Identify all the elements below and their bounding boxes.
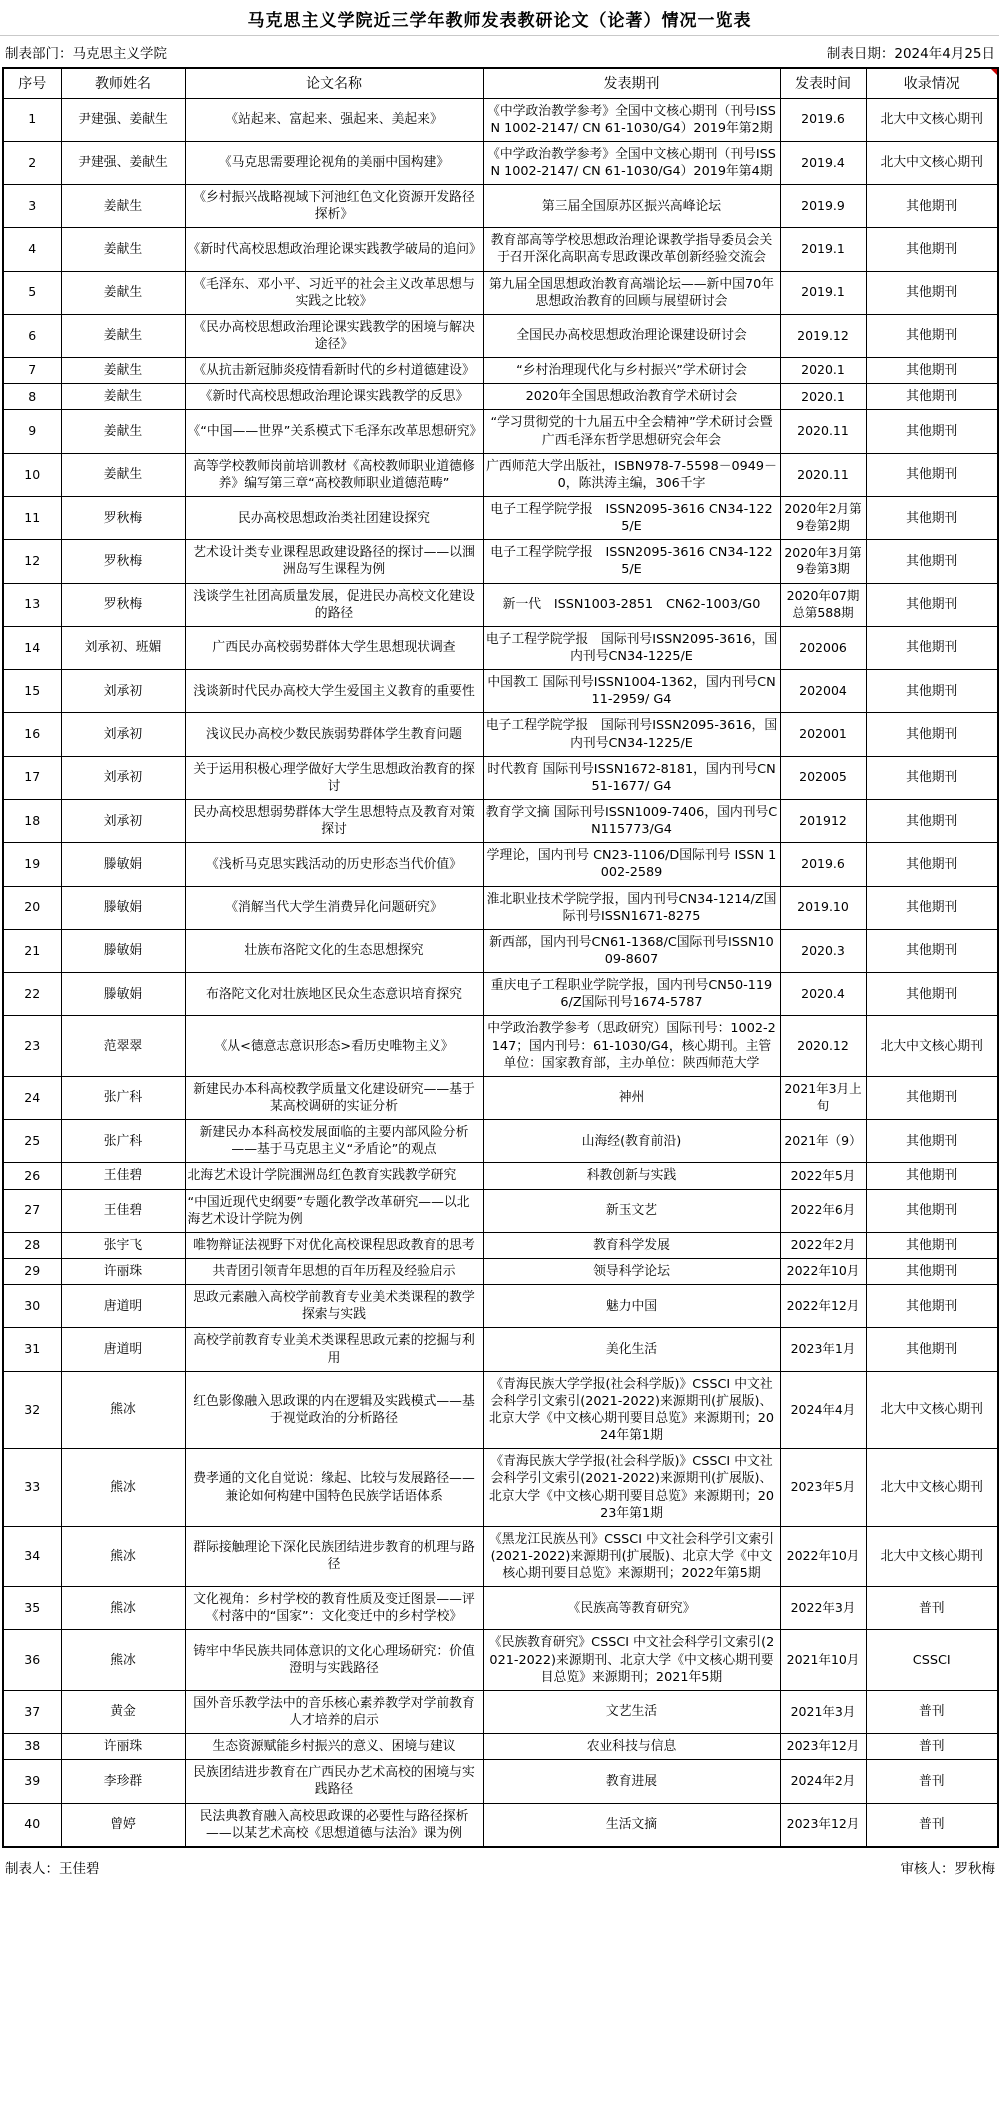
cell-paper-title: 铸牢中华民族共同体意识的文化心理场研究：价值澄明与实践路径 bbox=[185, 1630, 483, 1690]
table-row bbox=[3, 1526, 998, 1586]
cell-journal: 美化生活 bbox=[483, 1328, 780, 1371]
cell-index-status: 其他期刊 bbox=[866, 1328, 998, 1371]
column-header-teacher-name: 教师姓名 bbox=[61, 68, 185, 98]
papers-table bbox=[2, 67, 999, 1848]
cell-teacher-name: 熊冰 bbox=[61, 1526, 185, 1586]
cell-no: 3 bbox=[3, 185, 61, 228]
cell-index-status: 其他期刊 bbox=[866, 843, 998, 886]
cell-journal: 神州 bbox=[483, 1076, 780, 1119]
cell-teacher-name: 许丽珠 bbox=[61, 1258, 185, 1284]
cell-index-status: 其他期刊 bbox=[866, 358, 998, 384]
cell-no: 25 bbox=[3, 1120, 61, 1163]
cell-teacher-name: 刘承初 bbox=[61, 800, 185, 843]
cell-paper-title: 浅谈学生社团高质量发展，促进民办高校文化建设的路径 bbox=[185, 583, 483, 626]
page-title: 马克思主义学院近三学年教师发表教研论文（论著）情况一览表 bbox=[0, 0, 999, 36]
cell-no: 28 bbox=[3, 1232, 61, 1258]
cell-paper-title: 布洛陀文化对壮族地区民众生态意识培育探究 bbox=[185, 973, 483, 1016]
column-header-index-status-label: 收录情况 bbox=[903, 76, 960, 93]
cell-publish-date: 2020年3月第9卷第3期 bbox=[780, 540, 866, 583]
table-row bbox=[3, 1760, 998, 1803]
cell-publish-date: 2021年10月 bbox=[780, 1630, 866, 1690]
cell-publish-date: 2024年2月 bbox=[780, 1760, 866, 1803]
cell-index-status: 其他期刊 bbox=[866, 1258, 998, 1284]
table-row bbox=[3, 1328, 998, 1371]
cell-paper-title: 新建民办本科高校教学质量文化建设研究——基于某高校调研的实证分析 bbox=[185, 1076, 483, 1119]
cell-no: 7 bbox=[3, 358, 61, 384]
cell-no: 38 bbox=[3, 1734, 61, 1760]
cell-publish-date: 2019.12 bbox=[780, 314, 866, 357]
table-row bbox=[3, 1016, 998, 1076]
cell-teacher-name: 刘承初 bbox=[61, 756, 185, 799]
papers-table-body bbox=[3, 98, 998, 1847]
cell-index-status: 其他期刊 bbox=[866, 886, 998, 929]
cell-publish-date: 202004 bbox=[780, 670, 866, 713]
cell-no: 12 bbox=[3, 540, 61, 583]
cell-index-status: CSSCI bbox=[866, 1630, 998, 1690]
column-header-publish-date: 发表时间 bbox=[780, 68, 866, 98]
cell-paper-title: 浅议民办高校少数民族弱势群体学生教育问题 bbox=[185, 713, 483, 756]
cell-teacher-name: 尹建强、姜献生 bbox=[61, 141, 185, 184]
cell-teacher-name: 熊冰 bbox=[61, 1587, 185, 1630]
table-row bbox=[3, 929, 998, 972]
cell-paper-title: 《马克思需要理论视角的美丽中国构建》 bbox=[185, 141, 483, 184]
cell-journal: 生活文摘 bbox=[483, 1803, 780, 1847]
cell-teacher-name: 姜献生 bbox=[61, 453, 185, 496]
cell-index-status: 其他期刊 bbox=[866, 929, 998, 972]
cell-paper-title: 群际接触理论下深化民族团结进步教育的机理与路径 bbox=[185, 1526, 483, 1586]
cell-index-status: 普刊 bbox=[866, 1760, 998, 1803]
cell-teacher-name: 范翠翠 bbox=[61, 1016, 185, 1076]
cell-teacher-name: 许丽珠 bbox=[61, 1734, 185, 1760]
cell-publish-date: 2023年1月 bbox=[780, 1328, 866, 1371]
cell-paper-title: 《民办高校思想政治理论课实践教学的困境与解决途径》 bbox=[185, 314, 483, 357]
cell-no: 37 bbox=[3, 1690, 61, 1733]
cell-publish-date: 202006 bbox=[780, 626, 866, 669]
cell-no: 23 bbox=[3, 1016, 61, 1076]
cell-no: 33 bbox=[3, 1449, 61, 1527]
cell-paper-title: 高校学前教育专业美术类课程思政元素的挖掘与利用 bbox=[185, 1328, 483, 1371]
cell-no: 35 bbox=[3, 1587, 61, 1630]
cell-paper-title: 思政元素融入高校学前教育专业美术类课程的教学探索与实践 bbox=[185, 1285, 483, 1328]
cell-publish-date: 2022年10月 bbox=[780, 1258, 866, 1284]
cell-paper-title: 壮族布洛陀文化的生态思想探究 bbox=[185, 929, 483, 972]
cell-publish-date: 2020.11 bbox=[780, 410, 866, 453]
cell-no: 36 bbox=[3, 1630, 61, 1690]
cell-journal: “学习贯彻党的十九届五中全会精神”学术研讨会暨广西毛泽东哲学思想研究会年会 bbox=[483, 410, 780, 453]
cell-publish-date: 2020.4 bbox=[780, 973, 866, 1016]
cell-index-status: 其他期刊 bbox=[866, 800, 998, 843]
cell-teacher-name: 李珍群 bbox=[61, 1760, 185, 1803]
cell-teacher-name: 姜献生 bbox=[61, 271, 185, 314]
cell-index-status: 其他期刊 bbox=[866, 1232, 998, 1258]
cell-journal: 全国民办高校思想政治理论课建设研讨会 bbox=[483, 314, 780, 357]
cell-publish-date: 2022年3月 bbox=[780, 1587, 866, 1630]
cell-journal: 新一代 ISSN1003-2851 CN62-1003/G0 bbox=[483, 583, 780, 626]
table-row bbox=[3, 1371, 998, 1449]
comment-marker-icon bbox=[991, 69, 997, 75]
cell-teacher-name: 滕敏娟 bbox=[61, 843, 185, 886]
cell-journal: 重庆电子工程职业学院学报，国内刊号CN50-1196/Z国际刊号1674-5787 bbox=[483, 973, 780, 1016]
cell-publish-date: 2020.1 bbox=[780, 358, 866, 384]
cell-teacher-name: 滕敏娟 bbox=[61, 973, 185, 1016]
cell-teacher-name: 张广科 bbox=[61, 1120, 185, 1163]
table-row bbox=[3, 1189, 998, 1232]
table-row bbox=[3, 1630, 998, 1690]
table-row bbox=[3, 1734, 998, 1760]
cell-paper-title: 国外音乐教学法中的音乐核心素养教学对学前教育人才培养的启示 bbox=[185, 1690, 483, 1733]
cell-journal: 《青海民族大学学报(社会科学版)》CSSCI 中文社会科学引文索引(2021-2022)来源期刊(扩展版)、北京大学《中文核心期刊要目总览》来源期刊；2023年第1期 bbox=[483, 1449, 780, 1527]
table-row bbox=[3, 670, 998, 713]
cell-index-status: 其他期刊 bbox=[866, 973, 998, 1016]
cell-paper-title: 民族团结进步教育在广西民办艺术高校的困境与实践路径 bbox=[185, 1760, 483, 1803]
cell-no: 31 bbox=[3, 1328, 61, 1371]
cell-index-status: 其他期刊 bbox=[866, 410, 998, 453]
cell-journal: 山海经(教育前沿) bbox=[483, 1120, 780, 1163]
cell-index-status: 其他期刊 bbox=[866, 713, 998, 756]
cell-journal: 中国教工 国际刊号ISSN1004-1362，国内刊号CN11-2959/ G4 bbox=[483, 670, 780, 713]
table-row bbox=[3, 185, 998, 228]
cell-index-status: 北大中文核心期刊 bbox=[866, 1449, 998, 1527]
meta-department: 制表部门：马克思主义学院 bbox=[5, 46, 167, 62]
table-header-row bbox=[3, 68, 998, 98]
table-row bbox=[3, 1285, 998, 1328]
cell-paper-title: 《毛泽东、邓小平、习近平的社会主义改革思想与实践之比较》 bbox=[185, 271, 483, 314]
cell-teacher-name: 熊冰 bbox=[61, 1449, 185, 1527]
cell-publish-date: 2019.9 bbox=[780, 185, 866, 228]
cell-publish-date: 2019.6 bbox=[780, 98, 866, 141]
cell-index-status: 其他期刊 bbox=[866, 1120, 998, 1163]
cell-teacher-name: 熊冰 bbox=[61, 1371, 185, 1449]
cell-teacher-name: 滕敏娟 bbox=[61, 929, 185, 972]
cell-no: 30 bbox=[3, 1285, 61, 1328]
cell-paper-title: “中国近现代史纲要”专题化教学改革研究——以北海艺术设计学院为例 bbox=[185, 1189, 483, 1232]
table-row bbox=[3, 973, 998, 1016]
cell-no: 39 bbox=[3, 1760, 61, 1803]
cell-teacher-name: 罗秋梅 bbox=[61, 497, 185, 540]
table-row bbox=[3, 800, 998, 843]
cell-journal: 《中学政治教学参考》全国中文核心期刊（刊号ISSN 1002-2147/ CN 61-1030/G4）2019年第2期 bbox=[483, 98, 780, 141]
cell-no: 18 bbox=[3, 800, 61, 843]
cell-teacher-name: 熊冰 bbox=[61, 1630, 185, 1690]
cell-no: 2 bbox=[3, 141, 61, 184]
cell-paper-title: 《浅析马克思实践活动的历史形态当代价值》 bbox=[185, 843, 483, 886]
cell-publish-date: 2019.4 bbox=[780, 141, 866, 184]
cell-index-status: 其他期刊 bbox=[866, 497, 998, 540]
cell-paper-title: 艺术设计类专业课程思政建设路径的探讨——以涠洲岛写生课程为例 bbox=[185, 540, 483, 583]
table-row bbox=[3, 228, 998, 271]
cell-publish-date: 2019.1 bbox=[780, 271, 866, 314]
cell-publish-date: 2019.6 bbox=[780, 843, 866, 886]
column-header-index-status bbox=[866, 68, 998, 98]
cell-journal: 教育部高等学校思想政治理论课教学指导委员会关于召开深化高职高专思政课改革创新经验交流会 bbox=[483, 228, 780, 271]
cell-no: 6 bbox=[3, 314, 61, 357]
cell-index-status: 其他期刊 bbox=[866, 1076, 998, 1119]
cell-no: 24 bbox=[3, 1076, 61, 1119]
cell-publish-date: 2024年4月 bbox=[780, 1371, 866, 1449]
cell-index-status: 北大中文核心期刊 bbox=[866, 98, 998, 141]
cell-no: 34 bbox=[3, 1526, 61, 1586]
cell-paper-title: 《从<德意志意识形态>看历史唯物主义》 bbox=[185, 1016, 483, 1076]
table-row bbox=[3, 358, 998, 384]
cell-publish-date: 2019.10 bbox=[780, 886, 866, 929]
cell-journal: 广西师范大学出版社，ISBN978-7-5598－0949－0，陈洪涛主编，306千字 bbox=[483, 453, 780, 496]
cell-paper-title: 高等学校教师岗前培训教材《高校教师职业道德修养》编写第三章“高校教师职业道德范畴” bbox=[185, 453, 483, 496]
cell-journal: 《民族高等教育研究》 bbox=[483, 1587, 780, 1630]
cell-journal: 淮北职业技术学院学报，国内刊号CN34-1214/Z国际刊号ISSN1671-8275 bbox=[483, 886, 780, 929]
cell-index-status: 其他期刊 bbox=[866, 228, 998, 271]
cell-publish-date: 2022年12月 bbox=[780, 1285, 866, 1328]
table-row bbox=[3, 1232, 998, 1258]
table-row bbox=[3, 1449, 998, 1527]
cell-journal: 《中学政治教学参考》全国中文核心期刊（刊号ISSN 1002-2147/ CN 61-1030/G4）2019年第4期 bbox=[483, 141, 780, 184]
cell-paper-title: 民法典教育融入高校思政课的必要性与路径探析——以某艺术高校《思想道德与法治》课为例 bbox=[185, 1803, 483, 1847]
cell-teacher-name: 刘承初、班媚 bbox=[61, 626, 185, 669]
cell-no: 9 bbox=[3, 410, 61, 453]
table-row bbox=[3, 384, 998, 410]
cell-no: 4 bbox=[3, 228, 61, 271]
cell-paper-title: 《“中国——世界”关系模式下毛泽东改革思想研究》 bbox=[185, 410, 483, 453]
cell-paper-title: 民办高校思想弱势群体大学生思想特点及教育对策探讨 bbox=[185, 800, 483, 843]
cell-paper-title: 广西民办高校弱势群体大学生思想现状调查 bbox=[185, 626, 483, 669]
cell-paper-title: 北海艺术设计学院涠洲岛红色教育实践教学研究 bbox=[185, 1163, 483, 1189]
cell-paper-title: 费孝通的文化自觉说：缘起、比较与发展路径——兼论如何构建中国特色民族学话语体系 bbox=[185, 1449, 483, 1527]
table-row bbox=[3, 271, 998, 314]
table-row bbox=[3, 1120, 998, 1163]
cell-journal: 《黑龙江民族丛刊》CSSCI 中文社会科学引文索引(2021-2022)来源期刊(扩展版)、北京大学《中文核心期刊要目总览》来源期刊；2022年第5期 bbox=[483, 1526, 780, 1586]
cell-no: 11 bbox=[3, 497, 61, 540]
table-row bbox=[3, 98, 998, 141]
cell-teacher-name: 刘承初 bbox=[61, 670, 185, 713]
cell-teacher-name: 王佳碧 bbox=[61, 1189, 185, 1232]
cell-journal: 文艺生活 bbox=[483, 1690, 780, 1733]
cell-paper-title: 民办高校思想政治类社团建设探究 bbox=[185, 497, 483, 540]
cell-teacher-name: 王佳碧 bbox=[61, 1163, 185, 1189]
cell-journal: 农业科技与信息 bbox=[483, 1734, 780, 1760]
cell-no: 5 bbox=[3, 271, 61, 314]
cell-journal: 学理论，国内刊号 CN23-1106/D国际刊号 ISSN 1002-2589 bbox=[483, 843, 780, 886]
cell-teacher-name: 滕敏娟 bbox=[61, 886, 185, 929]
cell-teacher-name: 姜献生 bbox=[61, 410, 185, 453]
cell-no: 27 bbox=[3, 1189, 61, 1232]
cell-index-status: 其他期刊 bbox=[866, 626, 998, 669]
table-row bbox=[3, 1803, 998, 1847]
cell-no: 16 bbox=[3, 713, 61, 756]
column-header-journal: 发表期刊 bbox=[483, 68, 780, 98]
column-header-no: 序号 bbox=[3, 68, 61, 98]
cell-publish-date: 2023年12月 bbox=[780, 1734, 866, 1760]
cell-journal: 第九届全国思想政治教育高端论坛——新中国70年思想政治教育的回顾与展望研讨会 bbox=[483, 271, 780, 314]
cell-journal: 新西部，国内刊号CN61-1368/C国际刊号ISSN1009-8607 bbox=[483, 929, 780, 972]
meta-date: 制表日期：2024年4月25日 bbox=[826, 46, 995, 62]
cell-index-status: 普刊 bbox=[866, 1803, 998, 1847]
cell-index-status: 其他期刊 bbox=[866, 453, 998, 496]
cell-journal: 教育科学发展 bbox=[483, 1232, 780, 1258]
cell-teacher-name: 罗秋梅 bbox=[61, 583, 185, 626]
cell-publish-date: 2020.1 bbox=[780, 384, 866, 410]
cell-paper-title: 《乡村振兴战略视域下河池红色文化资源开发路径探析》 bbox=[185, 185, 483, 228]
cell-no: 1 bbox=[3, 98, 61, 141]
cell-journal: 电子工程学院学报 ISSN2095-3616 CN34-1225/E bbox=[483, 540, 780, 583]
cell-paper-title: 新建民办本科高校发展面临的主要内部风险分析——基于马克思主义“矛盾论”的观点 bbox=[185, 1120, 483, 1163]
cell-publish-date: 2020年2月第9卷第2期 bbox=[780, 497, 866, 540]
cell-paper-title: 文化视角：乡村学校的教育性质及变迁图景——评《村落中的“国家”：文化变迁中的乡村学校》 bbox=[185, 1587, 483, 1630]
cell-no: 10 bbox=[3, 453, 61, 496]
cell-teacher-name: 唐道明 bbox=[61, 1328, 185, 1371]
cell-journal: 《民族教育研究》CSSCI 中文社会科学引文索引(2021-2022)来源期刊、北京大学《中文核心期刊要目总览》来源期刊；2021年5期 bbox=[483, 1630, 780, 1690]
cell-teacher-name: 刘承初 bbox=[61, 713, 185, 756]
table-row bbox=[3, 1690, 998, 1733]
cell-paper-title: 浅谈新时代民办高校大学生爱国主义教育的重要性 bbox=[185, 670, 483, 713]
table-row bbox=[3, 756, 998, 799]
cell-index-status: 其他期刊 bbox=[866, 384, 998, 410]
table-row bbox=[3, 1163, 998, 1189]
cell-no: 20 bbox=[3, 886, 61, 929]
cell-publish-date: 2020.12 bbox=[780, 1016, 866, 1076]
cell-paper-title: 《新时代高校思想政治理论课实践教学的反思》 bbox=[185, 384, 483, 410]
cell-publish-date: 2021年3月上旬 bbox=[780, 1076, 866, 1119]
cell-no: 13 bbox=[3, 583, 61, 626]
cell-teacher-name: 张广科 bbox=[61, 1076, 185, 1119]
cell-teacher-name: 姜献生 bbox=[61, 185, 185, 228]
cell-teacher-name: 姜献生 bbox=[61, 358, 185, 384]
cell-publish-date: 202001 bbox=[780, 713, 866, 756]
cell-journal: 电子工程学院学报 国际刊号ISSN2095-3616，国内刊号CN34-1225/E bbox=[483, 626, 780, 669]
cell-paper-title: 《从抗击新冠肺炎疫情看新时代的乡村道德建设》 bbox=[185, 358, 483, 384]
cell-journal: 2020年全国思想政治教育学术研讨会 bbox=[483, 384, 780, 410]
cell-journal: 教育学文摘 国际刊号ISSN1009-7406，国内刊号CN115773/G4 bbox=[483, 800, 780, 843]
cell-teacher-name: 黄金 bbox=[61, 1690, 185, 1733]
table-row bbox=[3, 713, 998, 756]
cell-teacher-name: 姜献生 bbox=[61, 384, 185, 410]
cell-index-status: 其他期刊 bbox=[866, 1189, 998, 1232]
meta-row bbox=[0, 36, 999, 67]
cell-index-status: 普刊 bbox=[866, 1587, 998, 1630]
cell-paper-title: 《站起来、富起来、强起来、美起来》 bbox=[185, 98, 483, 141]
cell-publish-date: 2023年5月 bbox=[780, 1449, 866, 1527]
cell-no: 29 bbox=[3, 1258, 61, 1284]
cell-publish-date: 2022年10月 bbox=[780, 1526, 866, 1586]
cell-no: 15 bbox=[3, 670, 61, 713]
table-row bbox=[3, 626, 998, 669]
cell-publish-date: 2021年（9） bbox=[780, 1120, 866, 1163]
table-row bbox=[3, 843, 998, 886]
table-row bbox=[3, 1076, 998, 1119]
table-row bbox=[3, 453, 998, 496]
cell-index-status: 北大中文核心期刊 bbox=[866, 1526, 998, 1586]
table-row bbox=[3, 410, 998, 453]
cell-teacher-name: 曾婷 bbox=[61, 1803, 185, 1847]
cell-teacher-name: 姜献生 bbox=[61, 314, 185, 357]
cell-publish-date: 2021年3月 bbox=[780, 1690, 866, 1733]
cell-no: 32 bbox=[3, 1371, 61, 1449]
cell-journal: 领导科学论坛 bbox=[483, 1258, 780, 1284]
cell-journal: 电子工程学院学报 国际刊号ISSN2095-3616，国内刊号CN34-1225/E bbox=[483, 713, 780, 756]
table-row bbox=[3, 1587, 998, 1630]
cell-publish-date: 2019.1 bbox=[780, 228, 866, 271]
cell-teacher-name: 张宇飞 bbox=[61, 1232, 185, 1258]
cell-index-status: 普刊 bbox=[866, 1690, 998, 1733]
cell-no: 19 bbox=[3, 843, 61, 886]
table-row bbox=[3, 1258, 998, 1284]
cell-publish-date: 2022年5月 bbox=[780, 1163, 866, 1189]
column-header-paper-title: 论文名称 bbox=[185, 68, 483, 98]
cell-no: 17 bbox=[3, 756, 61, 799]
cell-publish-date: 2020.3 bbox=[780, 929, 866, 972]
cell-index-status: 其他期刊 bbox=[866, 1285, 998, 1328]
cell-index-status: 其他期刊 bbox=[866, 756, 998, 799]
cell-no: 8 bbox=[3, 384, 61, 410]
cell-journal: 《青海民族大学学报(社会科学版)》CSSCI 中文社会科学引文索引(2021-2022)来源期刊(扩展版)、北京大学《中文核心期刊要目总览》来源期刊；2024年第1期 bbox=[483, 1371, 780, 1449]
footer-row bbox=[0, 1848, 999, 1887]
cell-index-status: 其他期刊 bbox=[866, 670, 998, 713]
cell-index-status: 其他期刊 bbox=[866, 1163, 998, 1189]
cell-index-status: 北大中文核心期刊 bbox=[866, 141, 998, 184]
table-row bbox=[3, 141, 998, 184]
cell-journal: 中学政治教学参考（思政研究）国际刊号：1002-2147；国内刊号：61-1030/G4，核心期刊。主管单位：国家教育部，主办单位：陕西师范大学 bbox=[483, 1016, 780, 1076]
cell-journal: 新玉文艺 bbox=[483, 1189, 780, 1232]
cell-index-status: 其他期刊 bbox=[866, 583, 998, 626]
cell-paper-title: 《消解当代大学生消费异化问题研究》 bbox=[185, 886, 483, 929]
cell-no: 40 bbox=[3, 1803, 61, 1847]
cell-no: 26 bbox=[3, 1163, 61, 1189]
cell-teacher-name: 尹建强、姜献生 bbox=[61, 98, 185, 141]
cell-no: 22 bbox=[3, 973, 61, 1016]
cell-paper-title: 生态资源赋能乡村振兴的意义、困境与建议 bbox=[185, 1734, 483, 1760]
cell-no: 14 bbox=[3, 626, 61, 669]
table-row bbox=[3, 540, 998, 583]
cell-teacher-name: 唐道明 bbox=[61, 1285, 185, 1328]
cell-index-status: 其他期刊 bbox=[866, 314, 998, 357]
table-row bbox=[3, 583, 998, 626]
cell-paper-title: 共青团引领青年思想的百年历程及经验启示 bbox=[185, 1258, 483, 1284]
table-row bbox=[3, 497, 998, 540]
cell-paper-title: 唯物辩证法视野下对优化高校课程思政教育的思考 bbox=[185, 1232, 483, 1258]
cell-index-status: 其他期刊 bbox=[866, 540, 998, 583]
cell-paper-title: 红色影像融入思政课的内在逻辑及实践模式——基于视觉政治的分析路径 bbox=[185, 1371, 483, 1449]
cell-publish-date: 201912 bbox=[780, 800, 866, 843]
cell-journal: 电子工程学院学报 ISSN2095-3616 CN34-1225/E bbox=[483, 497, 780, 540]
table-row bbox=[3, 314, 998, 357]
cell-publish-date: 2023年12月 bbox=[780, 1803, 866, 1847]
cell-journal: 魅力中国 bbox=[483, 1285, 780, 1328]
cell-publish-date: 2022年2月 bbox=[780, 1232, 866, 1258]
footer-reviewer: 审核人：罗秋梅 bbox=[900, 1860, 995, 1877]
cell-paper-title: 关于运用积极心理学做好大学生思想政治教育的探讨 bbox=[185, 756, 483, 799]
cell-index-status: 北大中文核心期刊 bbox=[866, 1016, 998, 1076]
cell-index-status: 普刊 bbox=[866, 1734, 998, 1760]
cell-publish-date: 2020.11 bbox=[780, 453, 866, 496]
cell-index-status: 北大中文核心期刊 bbox=[866, 1371, 998, 1449]
cell-publish-date: 2022年6月 bbox=[780, 1189, 866, 1232]
cell-journal: 第三届全国原苏区振兴高峰论坛 bbox=[483, 185, 780, 228]
cell-journal: 时代教育 国际刊号ISSN1672-8181，国内刊号CN51-1677/ G4 bbox=[483, 756, 780, 799]
cell-journal: 科教创新与实践 bbox=[483, 1163, 780, 1189]
cell-journal: “乡村治理现代化与乡村振兴”学术研讨会 bbox=[483, 358, 780, 384]
cell-no: 21 bbox=[3, 929, 61, 972]
cell-teacher-name: 罗秋梅 bbox=[61, 540, 185, 583]
cell-teacher-name: 姜献生 bbox=[61, 228, 185, 271]
footer-preparer: 制表人：王佳碧 bbox=[5, 1860, 100, 1877]
cell-publish-date: 202005 bbox=[780, 756, 866, 799]
table-row bbox=[3, 886, 998, 929]
cell-publish-date: 2020年07期总第588期 bbox=[780, 583, 866, 626]
cell-index-status: 其他期刊 bbox=[866, 271, 998, 314]
cell-index-status: 其他期刊 bbox=[866, 185, 998, 228]
cell-journal: 教育进展 bbox=[483, 1760, 780, 1803]
cell-paper-title: 《新时代高校思想政治理论课实践教学破局的追问》 bbox=[185, 228, 483, 271]
